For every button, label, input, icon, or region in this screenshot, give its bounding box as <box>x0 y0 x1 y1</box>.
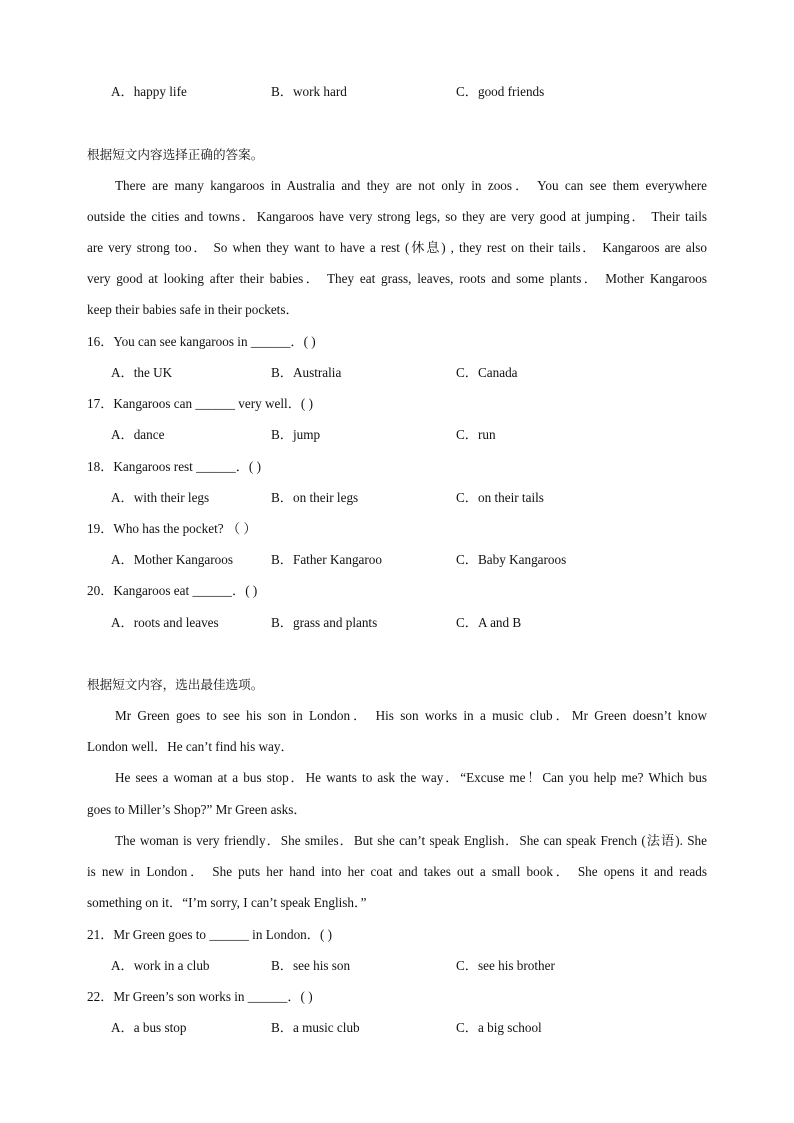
option-a: A．a bus stop <box>111 1020 187 1035</box>
passage-line: keep their babies safe in their pockets． <box>87 302 299 317</box>
option-a: A．with their legs <box>111 490 210 505</box>
question-stem: 18．Kangaroos rest ______．( ) <box>87 459 261 474</box>
option-b: B．grass and plants <box>271 615 378 630</box>
question-stem: 16．You can see kangaroos in ______．( ) <box>87 334 316 349</box>
passage-line: Mr Green goes to see his son in London． His son works in a music club．Mr Green doesn’t know <box>115 708 707 723</box>
passage-line: very good at looking after their babies． They eat grass, leaves, roots and some plants． Mother Kangaroos <box>87 271 707 286</box>
passage-line: There are many kangaroos in Australia and they are not only in zoos． You can see them everywhere <box>115 178 707 193</box>
option-c: C．a big school <box>456 1020 542 1035</box>
question-stem: 20．Kangaroos eat ______．( ) <box>87 583 258 598</box>
question-stem: 17．Kangaroos can ______ very well．( ) <box>87 396 313 411</box>
section2-heading: 根据短文内容，选出最佳选项。 <box>87 677 264 692</box>
question-stem: 19．Who has the pocket? （ ） <box>87 521 257 536</box>
option-a: A．Mother Kangaroos <box>111 552 233 567</box>
option-c: C．on their tails <box>456 490 544 505</box>
option-c: C．see his brother <box>456 958 555 973</box>
section1-heading: 根据短文内容选择正确的答案。 <box>87 147 264 162</box>
question-stem: 22．Mr Green’s son works in ______．( ) <box>87 989 313 1004</box>
passage-line: goes to Miller’s Shop?” Mr Green asks． <box>87 802 307 817</box>
option-b: B．Father Kangaroo <box>271 552 382 567</box>
passage-line: are very strong too． So when they want to have a rest (休息) , they rest on their tails． Kangaroos are also <box>87 240 707 255</box>
passage-line: outside the cities and towns．Kangaroos have very strong legs, so they are very good at jumping． Their tails <box>87 209 707 224</box>
passage-line: is new in London． She puts her hand into her coat and takes out a small book． She opens it and reads <box>87 864 707 879</box>
q15-option-b: B．work hard <box>271 84 347 99</box>
option-a: A．the UK <box>111 365 173 380</box>
option-a: A．roots and leaves <box>111 615 219 630</box>
option-b: B．see his son <box>271 958 351 973</box>
option-a: A．work in a club <box>111 958 210 973</box>
option-b: B．Australia <box>271 365 342 380</box>
passage-line: The woman is very friendly．She smiles．But she can’t speak English．She can speak French (法语). She <box>115 833 707 848</box>
passage-line: London well．He can’t find his way． <box>87 739 294 754</box>
option-c: C．Baby Kangaroos <box>456 552 567 567</box>
q15-option-a: A．happy life <box>111 84 187 99</box>
passage-line: something on it．“I’m sorry, I can’t speak English．” <box>87 895 367 910</box>
option-a: A．dance <box>111 427 165 442</box>
q15-option-c: C．good friends <box>456 84 545 99</box>
option-b: B．a music club <box>271 1020 360 1035</box>
option-c: C．Canada <box>456 365 518 380</box>
question-stem: 21．Mr Green goes to ______ in London．( ) <box>87 927 333 942</box>
option-b: B．jump <box>271 427 321 442</box>
option-c: C．run <box>456 427 496 442</box>
passage-line: He sees a woman at a bus stop．He wants to ask the way．“Excuse me！Can you help me? Which bus <box>115 770 707 785</box>
option-b: B．on their legs <box>271 490 359 505</box>
option-c: C．A and B <box>456 615 522 630</box>
